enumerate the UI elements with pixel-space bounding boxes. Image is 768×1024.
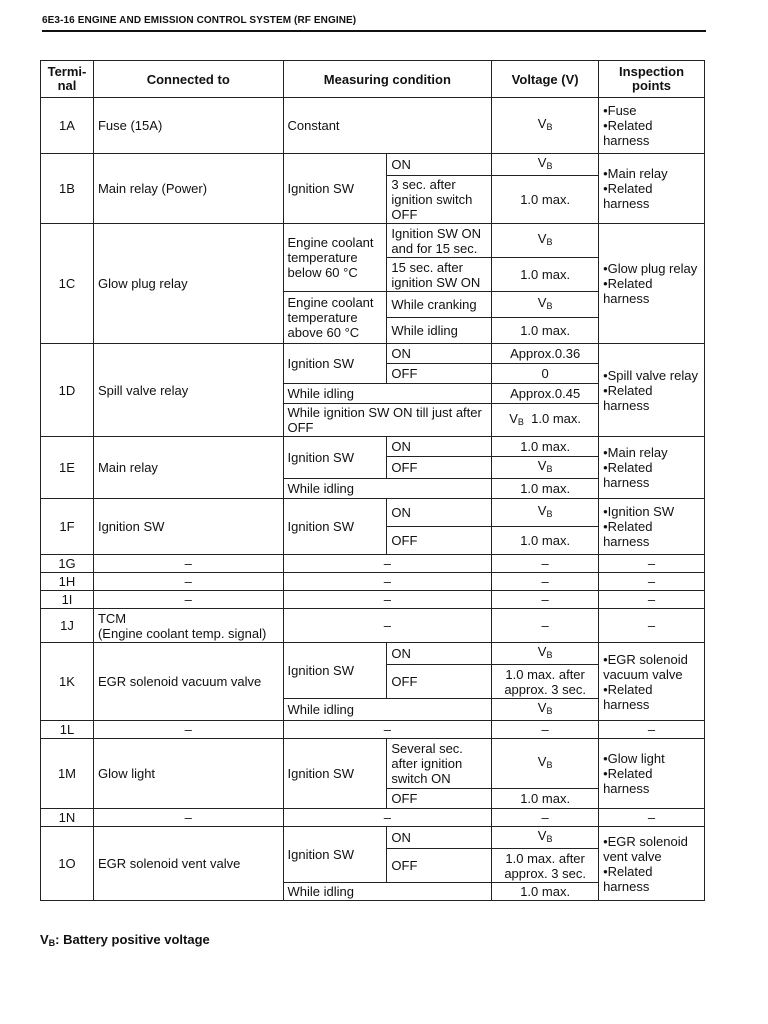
condition-cell: While idling — [283, 883, 492, 901]
terminal-cell: 1M — [41, 739, 94, 809]
terminal-cell: 1B — [41, 154, 94, 224]
subcondition-cell: Ignition SW ON and for 15 sec. — [387, 224, 492, 258]
voltage-cell: 1.0 max. — [492, 789, 599, 809]
col-terminal: Termi- nal — [41, 61, 94, 98]
inspection-cell: • Fuse • Related harness — [599, 98, 705, 154]
terminal-cell: 1K — [41, 643, 94, 721]
subcondition-cell: 3 sec. after ignition switch OFF — [387, 176, 492, 224]
inspection-cell: – — [599, 555, 705, 573]
subcondition-cell: OFF — [387, 527, 492, 555]
voltage-cell: $V_B$ — [492, 457, 599, 479]
table-row — [41, 224, 705, 258]
terminal-cell: 1J — [41, 609, 94, 643]
subcondition-cell: ON — [387, 154, 492, 176]
terminal-cell: 1C — [41, 224, 94, 344]
voltage-cell: $V_B$ — [492, 499, 599, 527]
voltage-cell: – — [492, 721, 599, 739]
inspection-cell: • Main relay • Related harness — [599, 437, 705, 499]
connected-cell: EGR solenoid vent valve — [93, 827, 283, 901]
voltage-cell: $V_B$ — [492, 98, 599, 154]
inspection-cell: • Glow light • Related harness — [599, 739, 705, 809]
subcondition-cell: ON — [387, 437, 492, 457]
condition-cell: – — [283, 609, 492, 643]
connected-cell: Main relay (Power) — [93, 154, 283, 224]
voltage-cell: Approx.0.36 — [492, 344, 599, 364]
footnote: $V_B$: Battery positive voltage — [40, 932, 210, 948]
condition-cell: – — [283, 809, 492, 827]
condition-cell: Constant — [283, 98, 492, 154]
voltage-cell: – — [492, 573, 599, 591]
condition-cell: Ignition SW — [283, 437, 387, 479]
voltage-cell: – — [492, 609, 599, 643]
voltage-cell: – — [492, 809, 599, 827]
connected-cell: – — [93, 573, 283, 591]
terminal-cell: 1L — [41, 721, 94, 739]
voltage-cell: $V_B$ — [492, 224, 599, 258]
terminal-cell: 1H — [41, 573, 94, 591]
condition-cell: Ignition SW — [283, 344, 387, 384]
connected-cell: EGR solenoid vacuum valve — [93, 643, 283, 721]
table-row — [41, 437, 705, 457]
subcondition-cell: OFF — [387, 849, 492, 883]
voltage-cell: 1.0 max. — [492, 318, 599, 344]
col-inspection: Inspection points — [599, 61, 705, 98]
voltage-cell: – — [492, 591, 599, 609]
voltage-cell: $V_B$ — [492, 827, 599, 849]
connected-cell: – — [93, 555, 283, 573]
subcondition-cell: OFF — [387, 665, 492, 699]
condition-cell: – — [283, 573, 492, 591]
table-row — [41, 721, 705, 739]
voltage-cell: 1.0 max. — [492, 479, 599, 499]
condition-cell: Ignition SW — [283, 643, 387, 699]
voltage-cell: 1.0 max. — [492, 176, 599, 224]
connected-cell: Spill valve relay — [93, 344, 283, 437]
voltage-cell: $V_B$ — [492, 292, 599, 318]
subcondition-cell: OFF — [387, 364, 492, 384]
condition-cell: – — [283, 721, 492, 739]
terminal-cell: 1E — [41, 437, 94, 499]
inspection-cell: • Spill valve relay • Related harness — [599, 344, 705, 437]
inspection-cell: • EGR solenoid vent valve • Related harness — [599, 827, 705, 901]
table-row — [41, 609, 705, 643]
terminal-cell: 1N — [41, 809, 94, 827]
voltage-cell: $V_B$ 1.0 max. — [492, 404, 599, 437]
terminal-cell: 1F — [41, 499, 94, 555]
condition-cell: While idling — [283, 384, 492, 404]
voltage-cell: 1.0 max. — [492, 258, 599, 292]
subcondition-cell: OFF — [387, 457, 492, 479]
subcondition-cell: ON — [387, 344, 492, 364]
voltage-cell: 0 — [492, 364, 599, 384]
connected-cell: Main relay — [93, 437, 283, 499]
voltage-cell: 1.0 max. — [492, 527, 599, 555]
condition-cell: Ignition SW — [283, 499, 387, 555]
condition-cell: Ignition SW — [283, 739, 387, 809]
voltage-cell: $V_B$ — [492, 699, 599, 721]
voltage-cell: 1.0 max. after approx. 3 sec. — [492, 665, 599, 699]
connected-cell: – — [93, 721, 283, 739]
terminal-cell: 1G — [41, 555, 94, 573]
subcondition-cell: Several sec. after ignition switch ON — [387, 739, 492, 789]
subcondition-cell: ON — [387, 643, 492, 665]
inspection-cell: – — [599, 721, 705, 739]
inspection-cell: • EGR solenoid vacuum valve • Related harness — [599, 643, 705, 721]
inspection-cell: • Glow plug relay • Related harness — [599, 224, 705, 344]
subcondition-cell: While idling — [387, 318, 492, 344]
connected-cell: Glow light — [93, 739, 283, 809]
col-voltage: Voltage (V) — [492, 61, 599, 98]
voltage-cell: $V_B$ — [492, 739, 599, 789]
page-header: 6E3-16 ENGINE AND EMISSION CONTROL SYSTEM (RF ENGINE) — [42, 15, 706, 32]
table-header-row — [41, 61, 705, 98]
condition-cell: Ignition SW — [283, 154, 387, 224]
terminal-cell: 1D — [41, 344, 94, 437]
condition-cell: Ignition SW — [283, 827, 387, 883]
condition-cell: – — [283, 591, 492, 609]
table-row — [41, 739, 705, 789]
inspection-cell: – — [599, 591, 705, 609]
condition-cell: While ignition SW ON till just after OFF — [283, 404, 492, 437]
table-row — [41, 154, 705, 176]
subcondition-cell: While cranking — [387, 292, 492, 318]
connected-cell: Fuse (15A) — [93, 98, 283, 154]
subcondition-cell: ON — [387, 499, 492, 527]
condition-cell: While idling — [283, 699, 492, 721]
terminal-cell: 1A — [41, 98, 94, 154]
inspection-cell: • Ignition SW • Related harness — [599, 499, 705, 555]
connected-cell: Glow plug relay — [93, 224, 283, 344]
condition-cell: Engine coolant temperature below 60 °C — [283, 224, 387, 292]
voltage-cell: Approx.0.45 — [492, 384, 599, 404]
subcondition-cell: 15 sec. after ignition SW ON — [387, 258, 492, 292]
connected-cell: Ignition SW — [93, 499, 283, 555]
voltage-cell: – — [492, 555, 599, 573]
table-row — [41, 809, 705, 827]
inspection-cell: – — [599, 609, 705, 643]
voltage-cell: $V_B$ — [492, 154, 599, 176]
subcondition-cell: OFF — [387, 789, 492, 809]
terminal-spec-table — [40, 60, 705, 901]
table-row — [41, 573, 705, 591]
col-connected: Connected to — [93, 61, 283, 98]
condition-cell: While idling — [283, 479, 492, 499]
table-row — [41, 98, 705, 154]
table-row — [41, 344, 705, 364]
table-row — [41, 499, 705, 527]
condition-cell: Engine coolant temperature above 60 °C — [283, 292, 387, 344]
inspection-cell: – — [599, 573, 705, 591]
inspection-cell: – — [599, 809, 705, 827]
voltage-cell: 1.0 max. after approx. 3 sec. — [492, 849, 599, 883]
voltage-cell: $V_B$ — [492, 643, 599, 665]
table-row — [41, 827, 705, 849]
terminal-cell: 1O — [41, 827, 94, 901]
inspection-cell: • Main relay • Related harness — [599, 154, 705, 224]
connected-cell: – — [93, 809, 283, 827]
connected-cell: TCM (Engine coolant temp. signal) — [93, 609, 283, 643]
condition-cell: – — [283, 555, 492, 573]
table-row — [41, 555, 705, 573]
terminal-cell: 1I — [41, 591, 94, 609]
col-condition: Measuring condition — [283, 61, 492, 98]
voltage-cell: 1.0 max. — [492, 883, 599, 901]
connected-cell: – — [93, 591, 283, 609]
subcondition-cell: ON — [387, 827, 492, 849]
table-row — [41, 643, 705, 665]
table-row — [41, 591, 705, 609]
voltage-cell: 1.0 max. — [492, 437, 599, 457]
